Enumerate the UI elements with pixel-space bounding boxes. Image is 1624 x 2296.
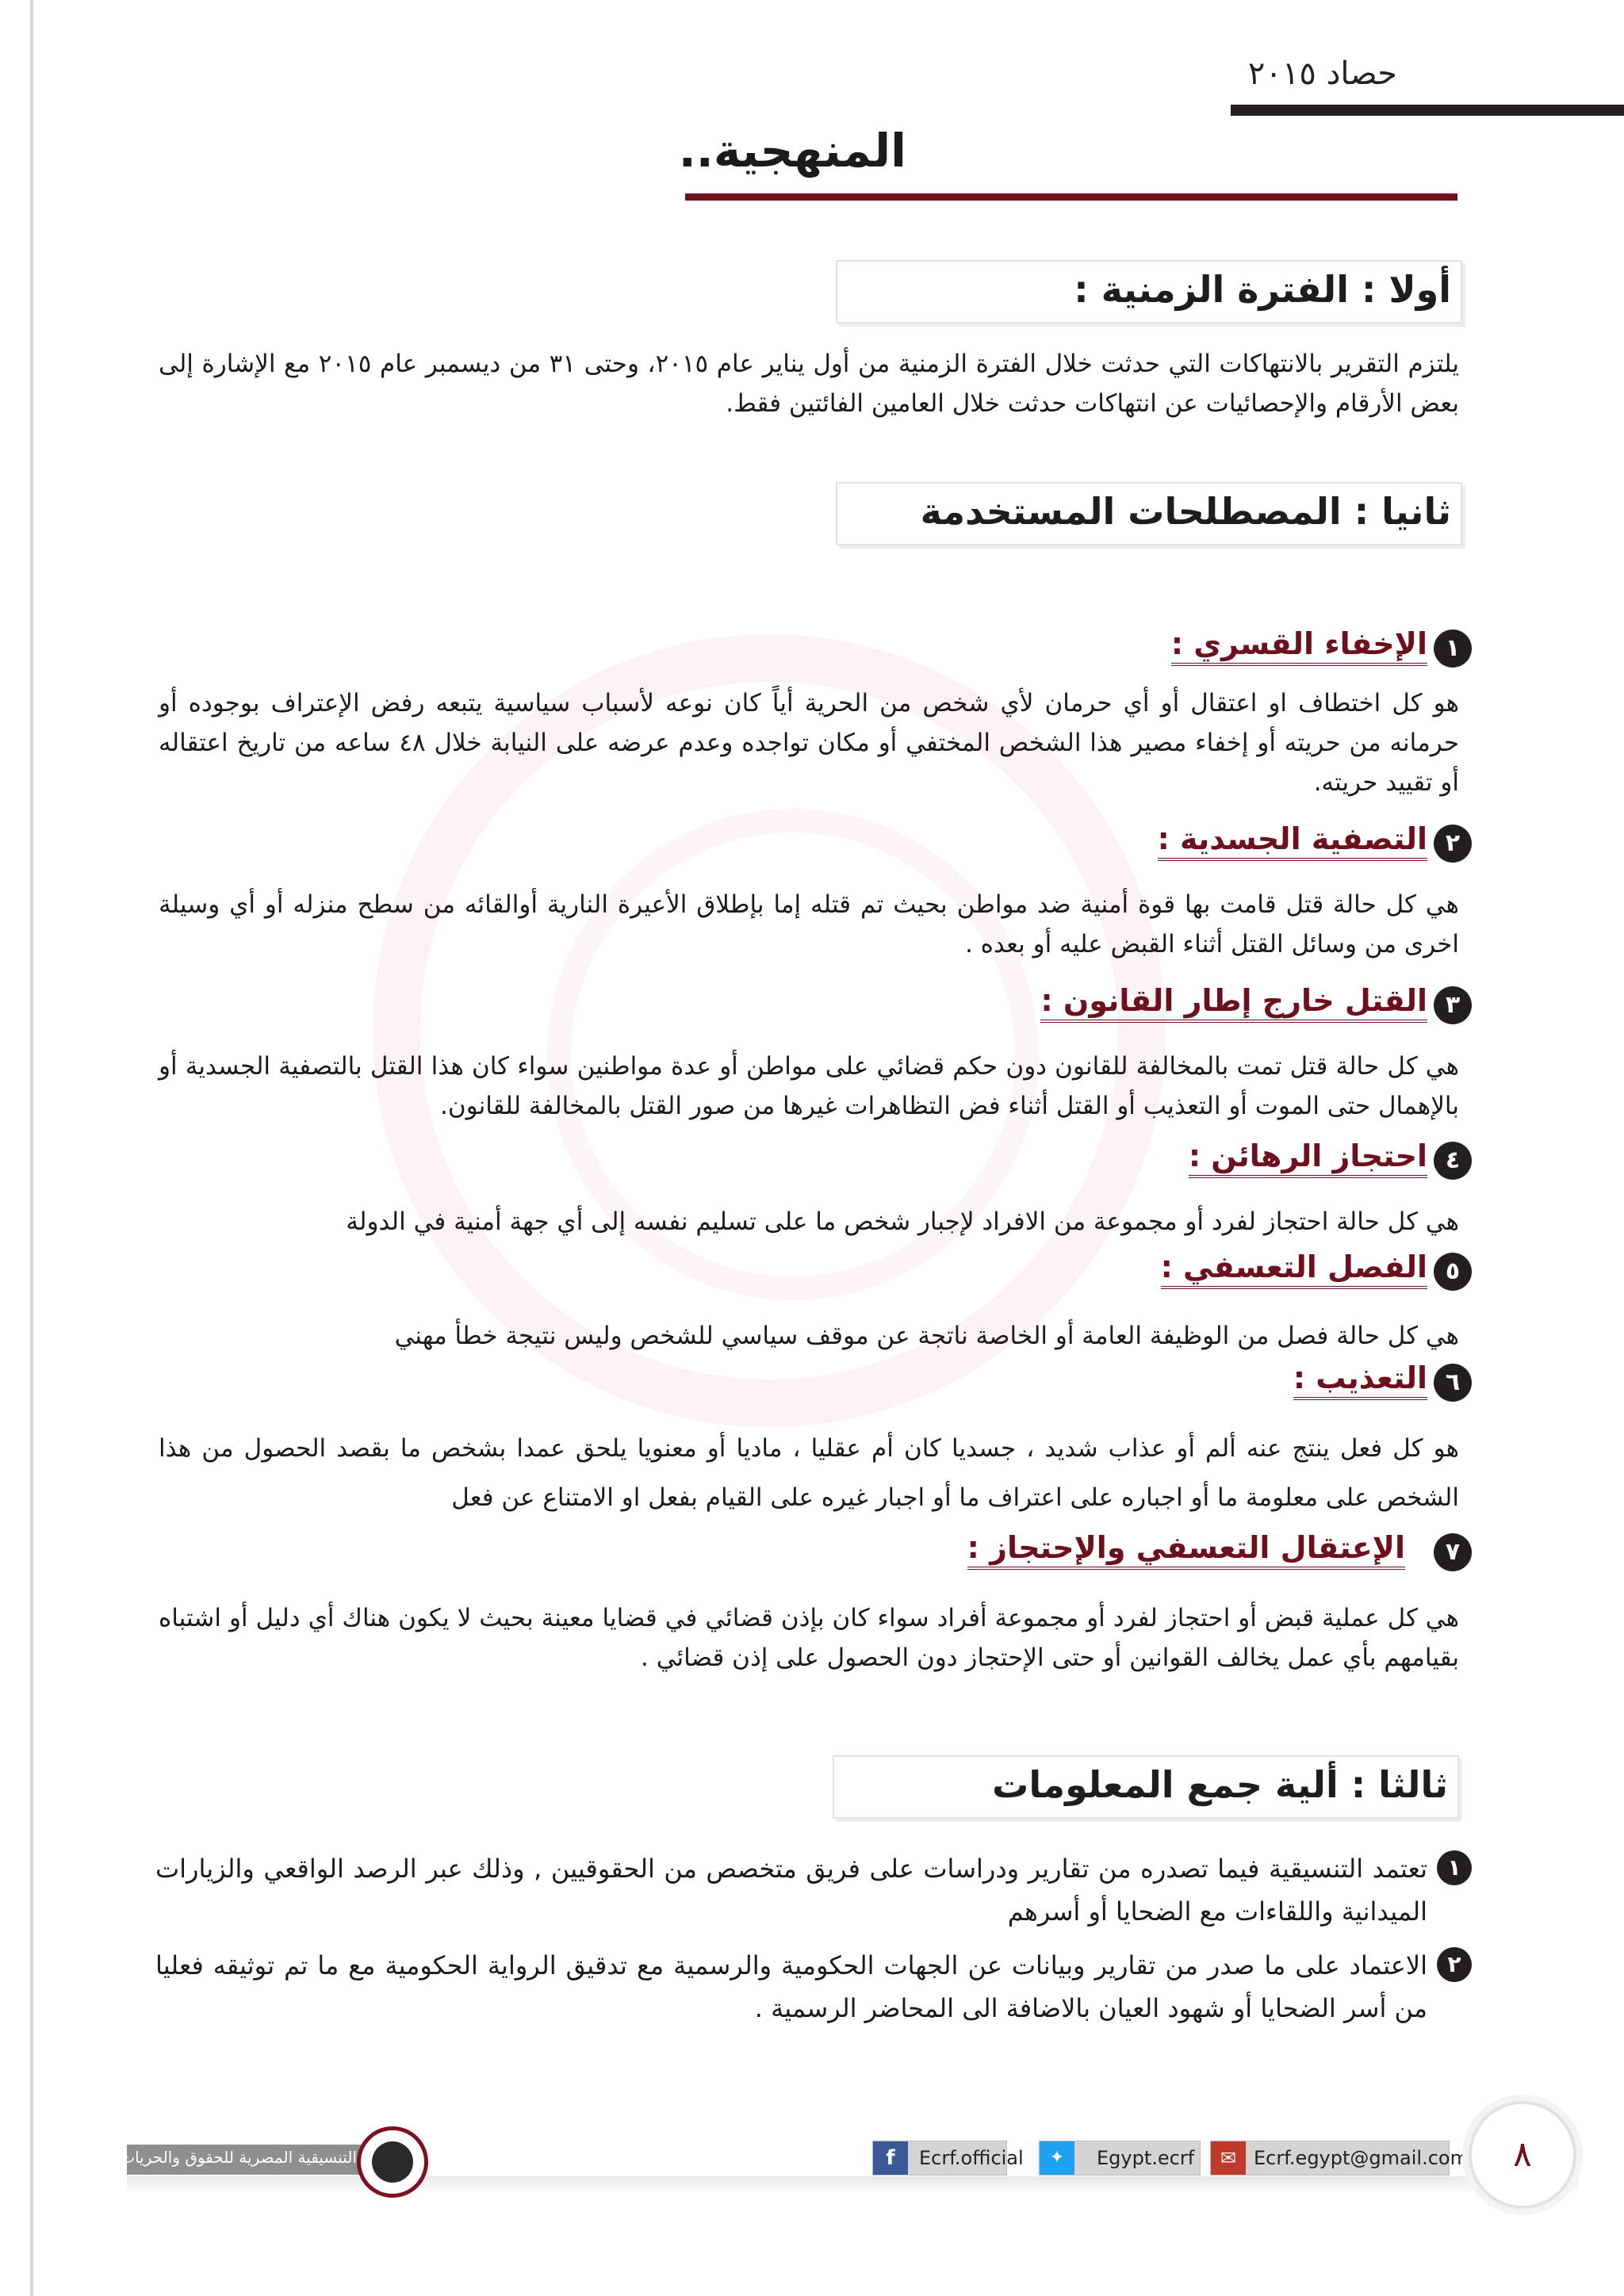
term-heading [917, 1360, 1472, 1405]
email-link[interactable] [1210, 2141, 1469, 2175]
item-text: تعتمد التنسيقية فيما تصدره من تقارير ودراسات على فريق متخصص من الحقوقيين , وذلك عبر الرصد الواقعي والزيارات الميدانية واللقاءات مع الضحايا أو أسرهم [155, 1854, 1427, 1927]
term-definition: هي كل حالة قتل قامت بها قوة أمنية ضد مواطن بحيث تم قتله إما بإطلاق الأعيرة النارية أوالقائه من سطح منزله أو أي وسيلة اخرى من وسائل القتل أثناء القبض عليه أو بعده . [159, 890, 1459, 959]
term-label: الفصل التعسفي : [1161, 1249, 1427, 1289]
page-number: ٨ [1469, 2101, 1576, 2209]
term-heading [917, 1249, 1472, 1294]
term-number-badge: ٣ [1434, 986, 1472, 1024]
facebook-link[interactable] [872, 2141, 1024, 2175]
term-definition: هي كل حالة فصل من الوظيفة العامة أو الخاصة ناتجة عن موقف سياسي للشخص وليس نتيجة خطأ مهني [394, 1322, 1459, 1350]
section-heading-collection [833, 1755, 1459, 1819]
term-label: الإعتقال التعسفي والإحتجاز : [967, 1530, 1405, 1570]
term-heading [917, 626, 1472, 671]
term-label: التعذيب : [1293, 1360, 1427, 1400]
term-heading [917, 983, 1472, 1027]
email-icon: ✉ [1211, 2141, 1246, 2175]
term-number-badge: ٧ [1434, 1533, 1472, 1571]
header-harvest-label: حصاد ٢٠١٥ [1247, 55, 1397, 92]
header-rule [1231, 105, 1624, 116]
org-name-badge [120, 2145, 365, 2175]
section-heading-text: أولا : الفترة الزمنية : [1074, 268, 1451, 311]
term-definition: هي كل حالة قتل تمت بالمخالفة للقانون دون حكم قضائي على مواطن أو عدة مواطنين سواء كان هذا القتل بالتصفية الجسدية أو بالإهمال حتى الموت أو التعذيب أو القتل أثناء فض التظاهرات غيرها من صور القتل بالمخالفة للقانون. [159, 1052, 1459, 1120]
term-label: احتجاز الرهائن : [1189, 1138, 1427, 1178]
term-number-badge: ٤ [1434, 1142, 1472, 1180]
term-definition: هي كل حالة احتجاز لفرد أو مجموعة من الافراد لإجبار شخص ما على تسليم نفسه إلى أي جهة أمنية في الدولة [346, 1207, 1459, 1236]
section-heading-text: ثالثا : ألية جمع المعلومات [992, 1763, 1448, 1806]
item-number-badge: ٢ [1437, 1947, 1472, 1982]
term-definition: هي كل عملية قبض أو احتجاز لفرد أو مجموعة أفراد سواء كان بإذن قضائي في قضايا معينة بحيث لا يكون هناك أي دليل أو اشتباه بقيامهم بأي عمل يخالف القوانين أو حتى الإحتجاز دون الحصول على إذن قضائي . [159, 1604, 1459, 1672]
section-heading-text: ثانيا : المصطلحات المستخدمة [920, 490, 1451, 533]
term-number-badge: ٥ [1434, 1253, 1472, 1291]
title-underline [685, 193, 1457, 201]
facebook-icon: f [873, 2141, 908, 2175]
footer-band [127, 2176, 1578, 2194]
term-label: الإخفاء القسري : [1171, 626, 1427, 666]
term-heading [917, 1530, 1472, 1575]
email-address: Ecrf.egypt@gmail.com [1254, 2147, 1469, 2169]
term-heading [917, 821, 1472, 866]
item-number-badge: ١ [1437, 1850, 1472, 1885]
list-item [155, 1944, 1472, 2030]
term-heading [917, 1138, 1472, 1183]
term-number-badge: ٢ [1434, 825, 1472, 863]
twitter-handle: Egypt.ecrf [1097, 2147, 1195, 2169]
list-item [155, 1847, 1472, 1933]
item-text: الاعتماد على ما صدر من تقارير وبيانات عن الجهات الحكومية والرسمية مع تدقيق الرواية الحكومية مع ما تم توثيقه فعليا من أسر الضحايا أو شهود العيان بالاضافة الى المحاضر الرسمية . [155, 1950, 1427, 2023]
term-label: التصفية الجسدية : [1158, 821, 1427, 861]
term-definition: هو كل فعل ينتج عنه ألم أو عذاب شديد ، جسديا كان أم عقليا ، ماديا أو معنويا يلحق عمدا بشخص ما بقصد الحصول من هذا الشخص على معلومة ما أو اجباره على اعتراف ما أو اجبار غيره على القيام بفعل او الامتناع عن فعل [159, 1434, 1459, 1512]
page-title: المنهجية.. [678, 124, 906, 178]
twitter-icon: ✦ [1040, 2141, 1074, 2175]
term-number-badge: ١ [1434, 629, 1472, 668]
facebook-handle: Ecrf.official [919, 2147, 1024, 2169]
term-definition: هو كل اختطاف او اعتقال أو أي حرمان لأي شخص من الحرية أياً كان نوعه لأسباب سياسية يتبعه رفض الإعتراف بوجوده أو حرمانه من حريته أو إخفاء مصير هذا الشخص المختفي أو مكان تواجده وعدم عرضه على النيابة خلال ٤٨ ساعه من تاريخ اعتقاله أو تقييد حريته. [159, 689, 1460, 797]
section-heading-period [836, 260, 1462, 323]
term-label: القتل خارج إطار القانون : [1040, 983, 1427, 1023]
section-paragraph: يلتزم التقرير بالانتهاكات التي حدثت خلال الفترة الزمنية من أول يناير عام ٢٠١٥، وحتى ٣١ من ديسمبر عام ٢٠١٥ مع الإشارة إلى بعض الأرقام والإحصائيات عن انتهاكات حدثت خلال العامين الفائتين فقط. [159, 350, 1459, 418]
section-heading-terms [836, 482, 1462, 545]
org-logo [357, 2126, 428, 2198]
org-name: التنسيقية المصرية للحقوق والحريات [120, 2148, 357, 2167]
twitter-link[interactable] [1039, 2141, 1201, 2175]
term-number-badge: ٦ [1434, 1364, 1472, 1402]
page-frame-left [30, 0, 33, 2296]
